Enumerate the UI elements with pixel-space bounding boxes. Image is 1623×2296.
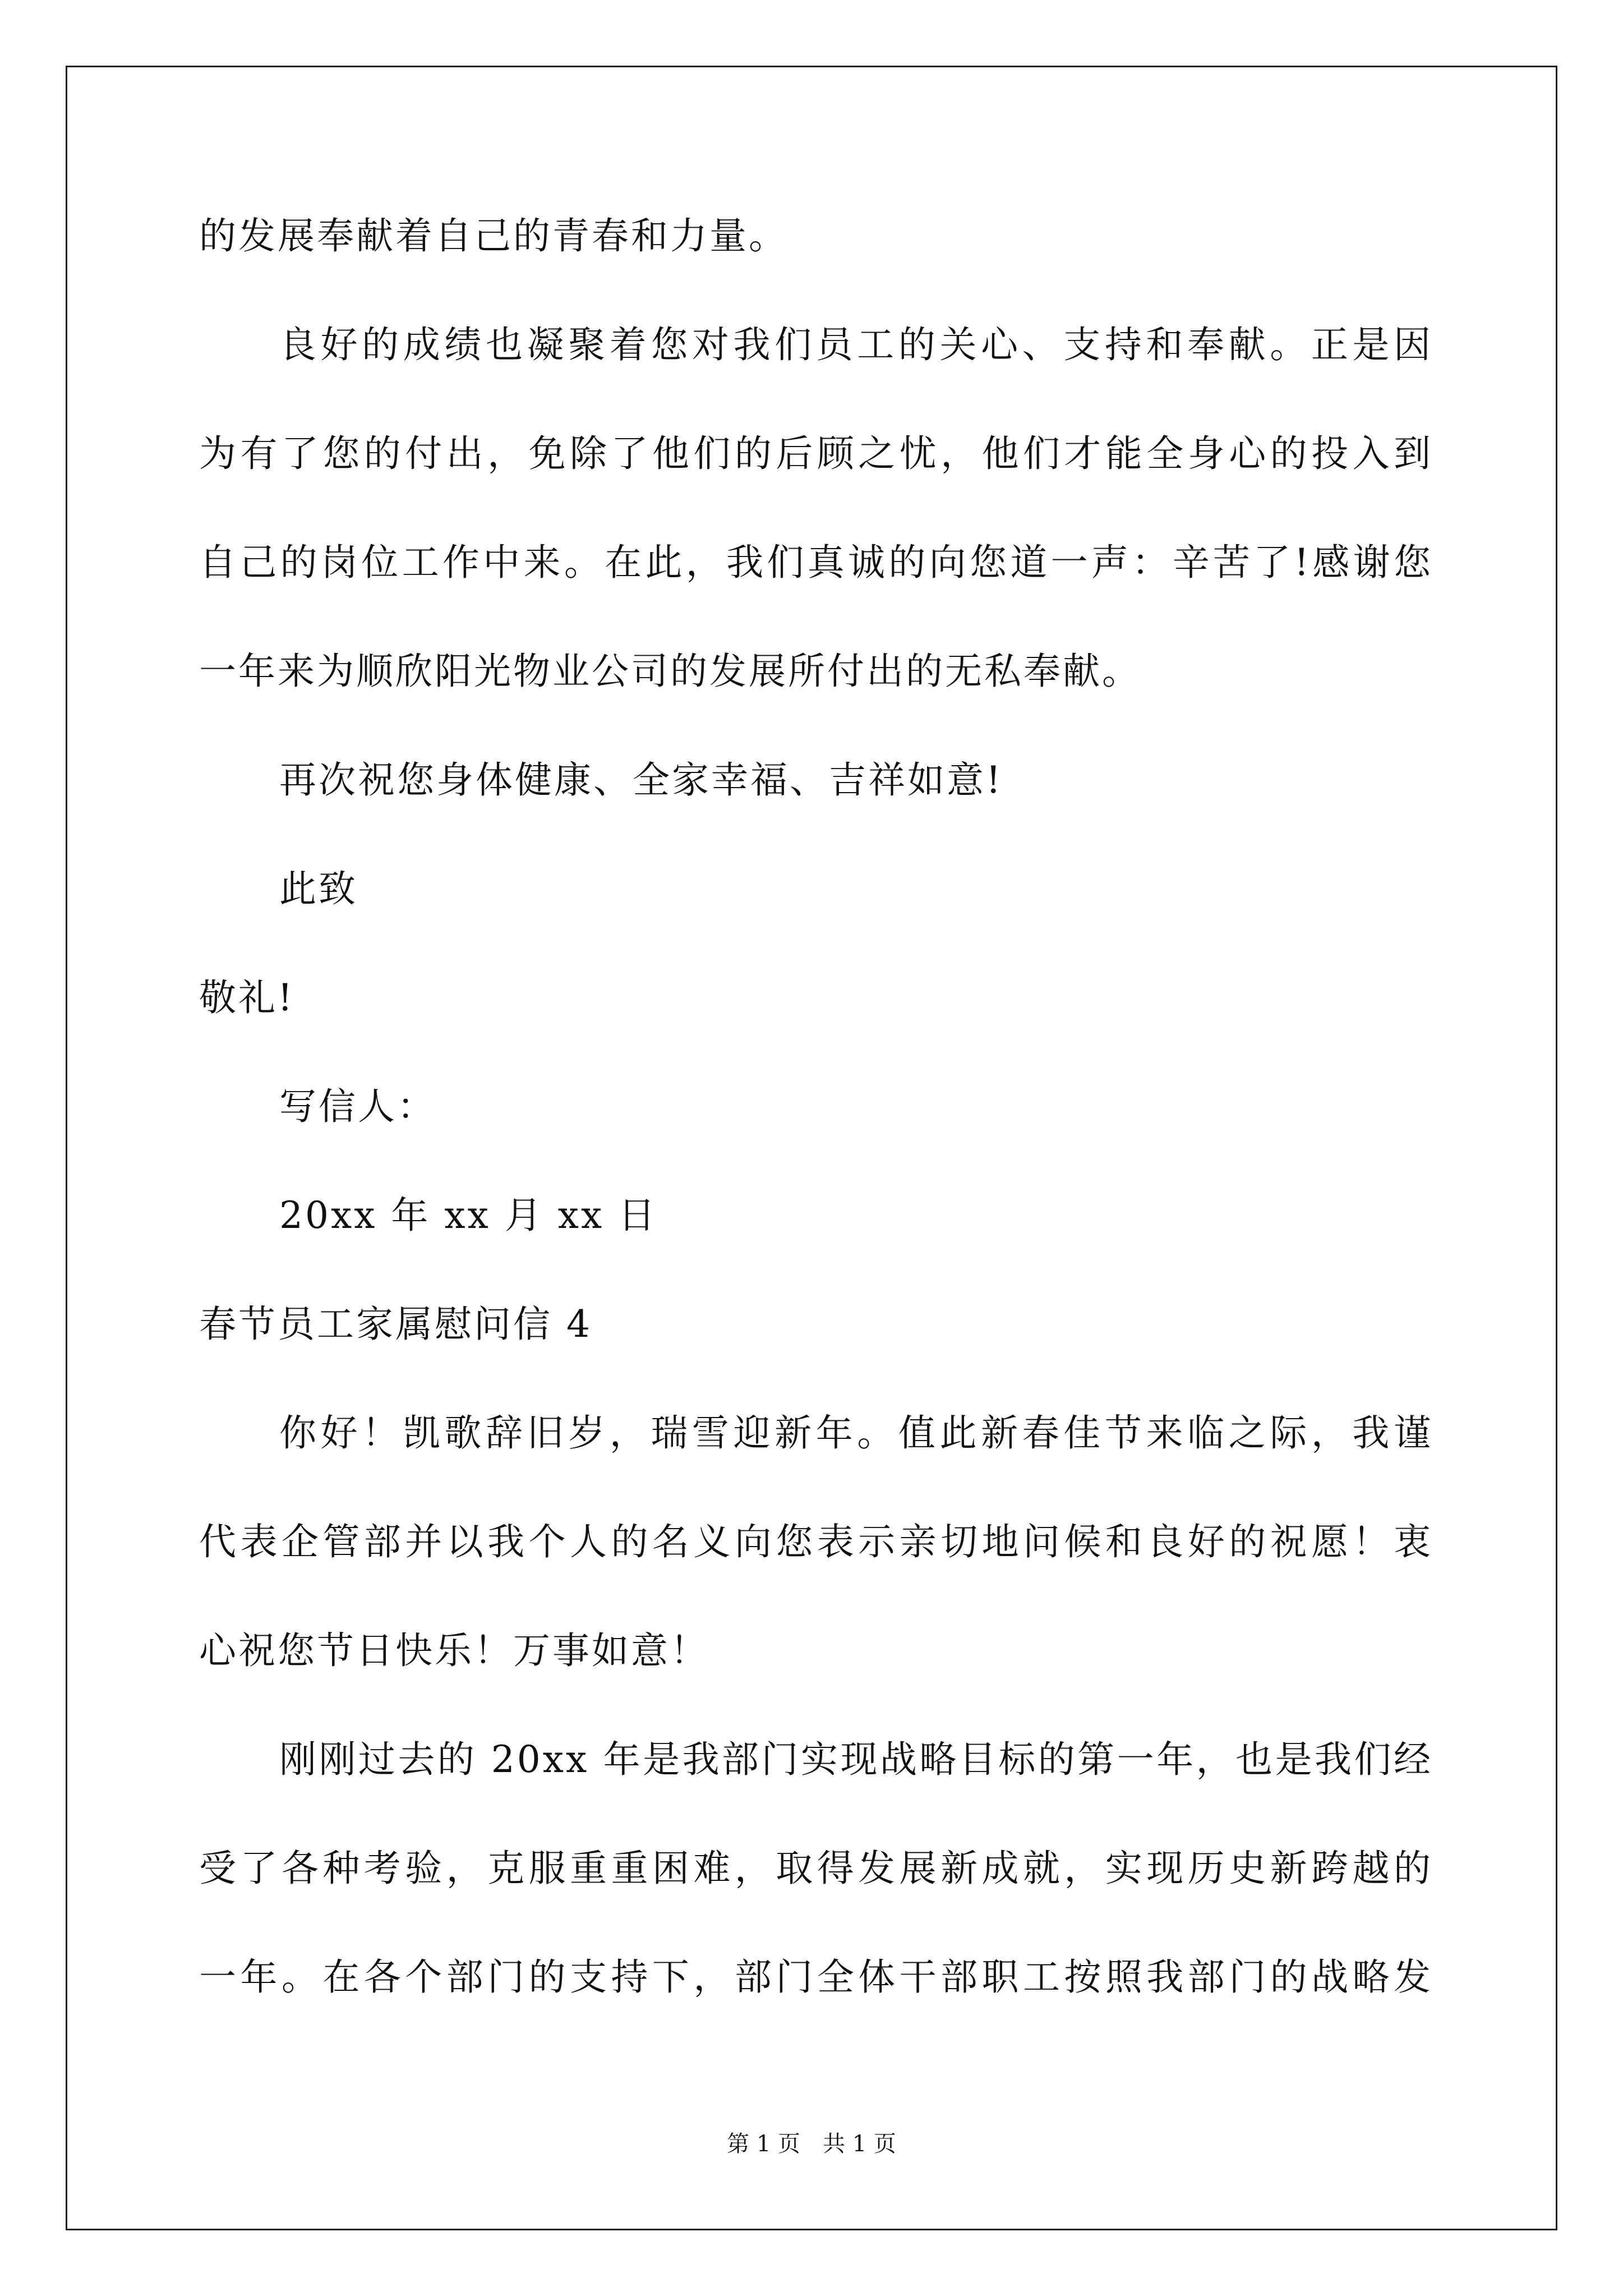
text-line: 的发展奉献着自己的青春和力量。	[199, 214, 788, 257]
text-line: 为有了您的付出，免除了他们的后顾之忧，他们才能全身心的投入到	[199, 432, 1433, 475]
text-line: 受了各种考验，克服重重困难，取得发展新成就，实现历史新跨越的	[199, 1847, 1433, 1890]
text-line: 代表企管部并以我个人的名义向您表示亲切地问候和良好的祝愿！衷	[199, 1520, 1433, 1563]
text-line: 再次祝您身体健康、全家幸福、吉祥如意!	[279, 758, 1003, 802]
document-body	[199, 214, 1433, 2068]
text-line: 自己的岗位工作中来。在此，我们真诚的向您道一声：辛苦了!感谢您	[199, 541, 1433, 584]
signature-label: 写信人：	[279, 1085, 436, 1128]
text-line: 刚刚过去的 20xx 年是我部门实现战略目标的第一年，也是我们经	[279, 1738, 1433, 1781]
page-footer: 第 1 页 共 1 页	[727, 2131, 896, 2157]
date-line: 20xx 年 xx 月 xx 日	[279, 1194, 658, 1237]
section-heading: 春节员工家属慰问信 4	[199, 1303, 592, 1346]
text-line: 良好的成绩也凝聚着您对我们员工的关心、支持和奉献。正是因	[279, 323, 1433, 366]
closing-salutation: 此致	[279, 867, 358, 910]
text-line: 心祝您节日快乐！万事如意！	[199, 1629, 709, 1672]
text-line: 一年来为顺欣阳光物业公司的发展所付出的无私奉献。	[199, 650, 1141, 693]
text-line: 你好！凯歌辞旧岁，瑞雪迎新年。值此新春佳节来临之际，我谨	[279, 1411, 1433, 1455]
text-line: 一年。在各个部门的支持下，部门全体干部职工按照我部门的战略发	[199, 1955, 1433, 1999]
closing-respect: 敬礼!	[199, 976, 295, 1019]
